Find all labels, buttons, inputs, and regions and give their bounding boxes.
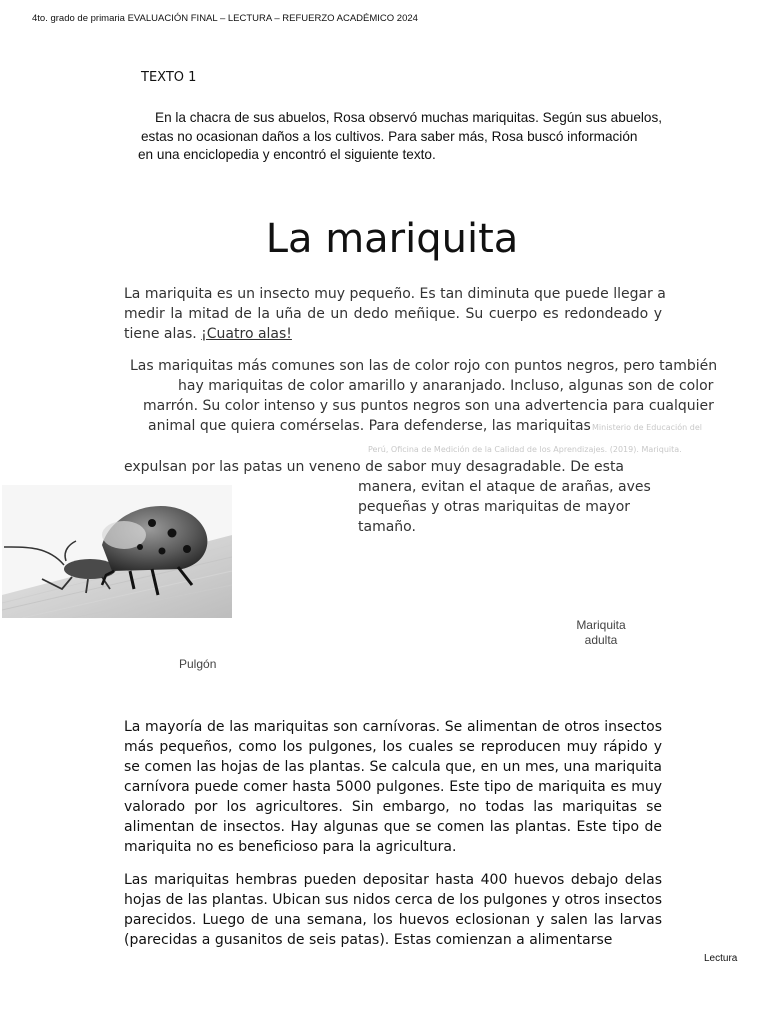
paragraph-line: parecidos. Luego de una semana, los huevos eclosionan y salen las larvas — [124, 912, 662, 928]
intro-line: estas no ocasionan daños a los cultivos. Para saber más, Rosa buscó información — [141, 128, 638, 144]
emphasis-text: ¡Cuatro alas! — [201, 326, 292, 342]
paragraph-reproduction — [124, 870, 662, 950]
article-title: La mariquita — [265, 216, 519, 262]
paragraph-line: Las mariquitas hembras pueden depositar hasta 400 huevos debajo delas — [124, 872, 662, 888]
caption-aphid: Pulgón — [179, 657, 217, 671]
paragraph-line: carnívora puede comer hasta 5000 pulgones. Este tipo de mariquita es muy — [124, 779, 662, 795]
paragraph-line: manera, evitan el ataque de arañas, aves — [358, 479, 651, 495]
caption-ladybug: Mariquita adulta — [576, 618, 626, 647]
paragraph-line: se comen las hojas de las plantas. Se calcula que, en un mes, una mariquita — [124, 759, 662, 775]
paragraph-line — [124, 324, 662, 344]
paragraph-line: (parecidas a gusanitos de seis patas). Estas comienzan a alimentarse — [124, 932, 613, 948]
source-citation: Perú, Oficina de Medición de la Calidad de los Aprendizajes. (2019). Mariquita. — [368, 445, 682, 454]
intro-line: En la chacra de sus abuelos, Rosa observó muchas mariquitas. Según sus abuelos, — [155, 110, 663, 125]
paragraph-line: medir la mitad de la uña de un dedo meñique. Su cuerpo es redondeado y — [124, 306, 662, 322]
page-header: 4to. grado de primaria EVALUACIÓN FINAL – LECTURA – REFUERZO ACADÉMICO 2024 — [32, 13, 418, 24]
paragraph-line: animal que quiera comérselas. Para defenderse, las mariquitas — [148, 418, 591, 434]
paragraph-line: marrón. Su color intenso y sus puntos negros son una advertencia para cualquier — [143, 398, 714, 414]
ladybug-aphid-photo — [2, 485, 232, 618]
paragraph-line: La mayoría de las mariquitas son carnívoras. Se alimentan de otros insectos — [124, 719, 662, 735]
paragraph-line: valorado por los agricultores. Sin embargo, no todas las mariquitas se — [124, 799, 662, 815]
paragraph-line: más pequeños, como los pulgones, los cuales se reproducen muy rápido y — [124, 739, 662, 755]
paragraph-line: tamaño. — [358, 519, 416, 535]
paragraph-line: hojas de las plantas. Ubican sus nidos cerca de los pulgones y otros insectos — [124, 892, 663, 908]
page-footer: Lectura — [704, 953, 738, 964]
paragraph-line: hay mariquitas de color amarillo y anaranjado. Incluso, algunas son de color — [178, 378, 714, 394]
paragraph-line: pequeñas y otras mariquitas de mayor — [358, 499, 631, 515]
ladybug-illustration — [2, 485, 232, 618]
intro-paragraph — [138, 109, 663, 165]
paragraph-diet — [124, 717, 662, 857]
paragraph-line: mariquita no es beneficioso para la agricultura. — [124, 839, 457, 855]
paragraph-line: La mariquita es un insecto muy pequeño. Es tan diminuta que puede llegar a — [124, 286, 666, 302]
paragraph-line: alimentan de insectos. Hay algunas que se comen las plantas. Este tipo de — [124, 819, 662, 835]
intro-line: en una enciclopedia y encontró el siguiente texto. — [138, 147, 436, 162]
paragraph-size — [124, 284, 666, 344]
source-citation: Ministerio de Educación del — [592, 423, 702, 432]
paragraph-line: Las mariquitas más comunes son las de color rojo con puntos negros, pero también — [130, 358, 718, 374]
paragraph-text: tiene alas. — [124, 326, 202, 342]
paragraph-line: expulsan por las patas un veneno de sabor muy desagradable. De esta — [124, 459, 625, 475]
text-label: TEXTO 1 — [141, 70, 197, 85]
